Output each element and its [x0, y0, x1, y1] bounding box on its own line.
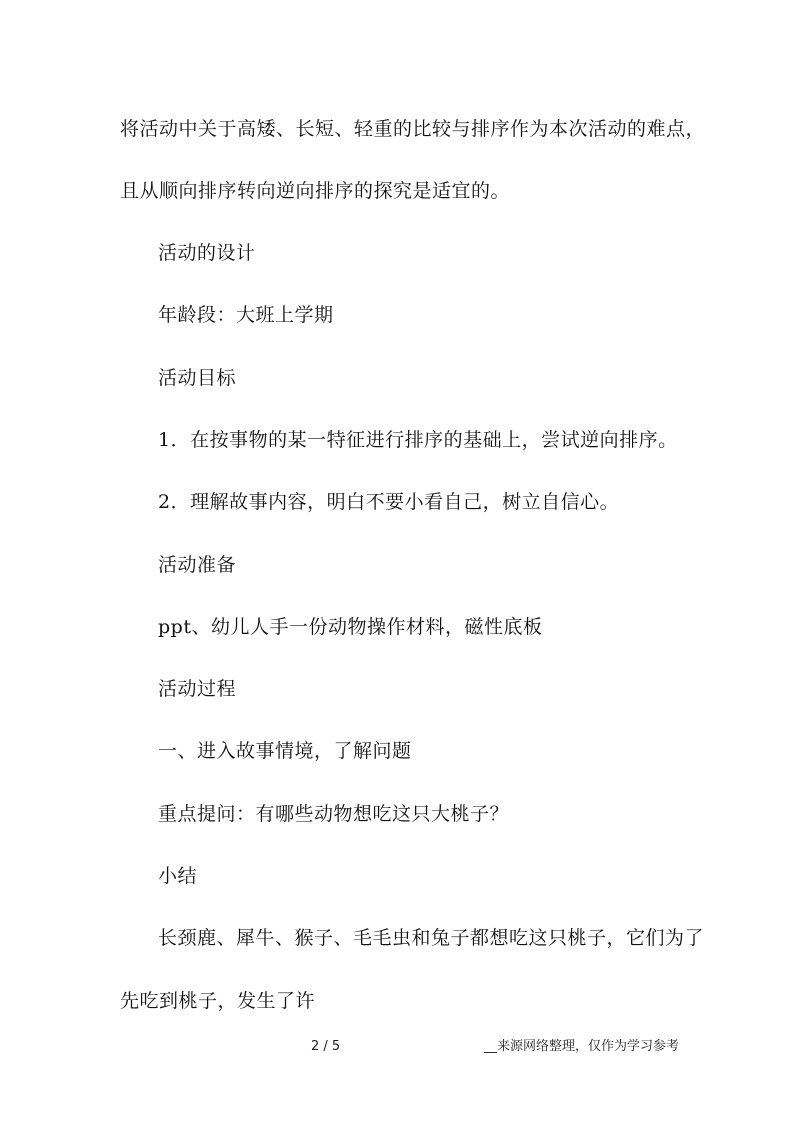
- list-item: 2．理解故事内容，明白不要小看自己，树立自信心。: [158, 491, 620, 513]
- body-text-line: 年龄段：大班上学期: [158, 304, 334, 326]
- body-text-line: 先吃到桃子，发生了许: [120, 990, 316, 1012]
- section-heading: 活动的设计: [158, 242, 256, 264]
- body-text-line: ppt、幼儿人手一份动物操作材料，磁性底板: [158, 616, 543, 638]
- subsection-heading: 小结: [158, 865, 198, 887]
- body-text-line: 且从顺向排序转向逆向排序的探究是适宜的。: [120, 180, 511, 202]
- body-text-line: 长颈鹿、犀牛、猴子、毛毛虫和兔子都想吃这只桃子，它们为了: [158, 927, 705, 949]
- subsection-heading: 一、进入故事情境，了解问题: [158, 740, 412, 762]
- section-heading: 活动目标: [158, 367, 237, 389]
- section-heading: 活动准备: [158, 554, 237, 576]
- list-item: 1．在按事物的某一特征进行排序的基础上，尝试逆向排序。: [158, 429, 678, 451]
- source-note: __来源网络整理，仅作为学习参考: [484, 1039, 680, 1054]
- body-text-line: 将活动中关于高矮、长短、轻重的比较与排序作为本次活动的难点，: [120, 118, 706, 140]
- body-text-line: 重点提问：有哪些动物想吃这只大桃子？: [158, 803, 510, 825]
- section-heading: 活动过程: [158, 678, 237, 700]
- page-number: 2 / 5: [311, 1039, 341, 1054]
